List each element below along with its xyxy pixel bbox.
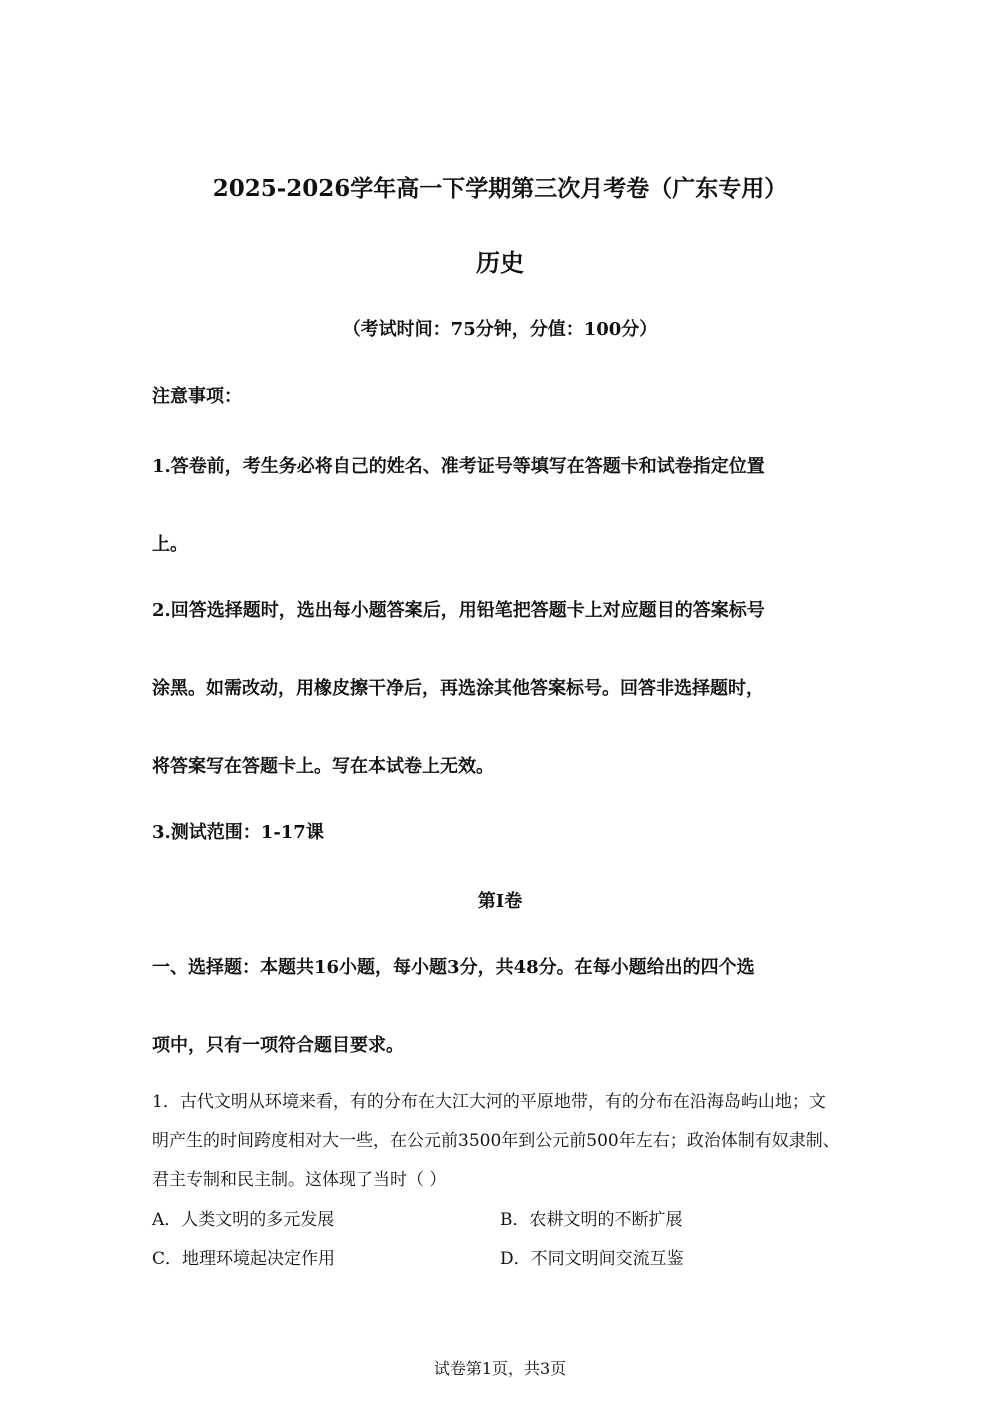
page-footer: 试卷第1页，共3页 xyxy=(433,1359,567,1378)
volume-heading: 第Ⅰ卷 xyxy=(477,891,523,912)
question-1-option-b: B．农耕文明的不断扩展 xyxy=(500,1210,683,1230)
note-2-line-1: 2.回答选择题时，选出每小题答案后，用铅笔把答题卡上对应题目的答案标号 xyxy=(152,600,765,621)
exam-title: 2025-2026学年高一下学期第三次月考卷（广东专用） xyxy=(212,175,788,202)
question-1-option-a: A．人类文明的多元发展 xyxy=(152,1210,335,1230)
question-1-stem-line-2: 明产生的时间跨度相对大一些，在公元前3500年到公元前500年左右；政治体制有奴隶制、 xyxy=(152,1131,840,1151)
notes-heading: 注意事项： xyxy=(152,386,242,407)
note-2-line-3: 将答案写在答题卡上。写在本试卷上无效。 xyxy=(152,756,494,777)
exam-time-info: （考试时间：75分钟，分值：100分） xyxy=(342,319,658,340)
question-1-option-d: D．不同文明间交流互鉴 xyxy=(500,1249,684,1269)
note-2-line-2: 涂黑。如需改动，用橡皮擦干净后，再选涂其他答案标号。回答非选择题时， xyxy=(152,678,764,699)
subject-title: 历史 xyxy=(476,248,524,277)
note-3: 3.测试范围：1-17课 xyxy=(152,822,324,843)
question-1-option-c: C．地理环境起决定作用 xyxy=(152,1249,336,1269)
question-1-stem-line-3: 君主专制和民主制。这体现了当时（ ） xyxy=(152,1170,447,1190)
section-heading-line-1: 一、选择题：本题共16小题，每小题3分，共48分。在每小题给出的四个选 xyxy=(152,957,755,978)
note-1-line-2: 上。 xyxy=(152,534,188,555)
section-heading-line-2: 项中，只有一项符合题目要求。 xyxy=(152,1035,404,1056)
note-1-line-1: 1.答卷前，考生务必将自己的姓名、准考证号等填写在答题卡和试卷指定位置 xyxy=(152,456,765,477)
question-1-stem-line-1: 1．古代文明从环境来看，有的分布在大江大河的平原地带，有的分布在沿海岛屿山地；文 xyxy=(152,1092,826,1112)
